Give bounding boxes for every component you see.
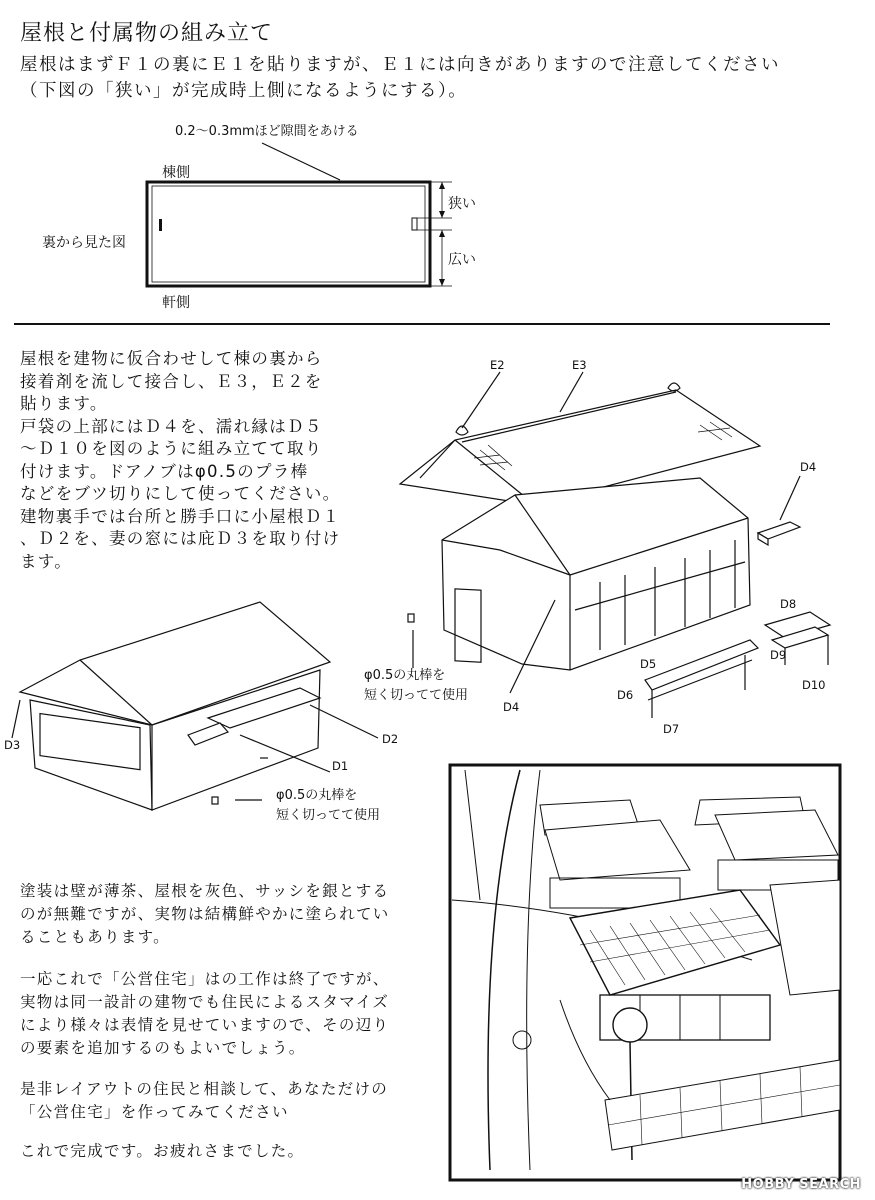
part-label-d10: D10 [802,678,826,692]
instr-line: 接着剤を流して接合し、Ｅ３，Ｅ２を [20,371,323,391]
page-title: 屋根と付属物の組み立て [20,21,274,46]
instr-line: ます。 [20,551,73,571]
watermark: HOBBY SEARCH [741,1177,861,1192]
instr-line: 戸袋の上部にはＤ４を、濡れ縁はＤ５ [20,416,323,436]
finish-note: 一応これで「公営住宅」はの工作は終了ですが、 実物は同一設計の建物でも住民によるスタマイズ により様々は表情を見せていますので、その辺り の要素を追加するのもよいでしょう。 [20,970,390,1057]
view-label: 裏から見た図 [42,235,126,251]
rod-note-1: φ0.5の丸棒を 短く切ってて使用 [364,668,469,703]
part-label-d2: D2 [382,732,399,746]
instr-line: 、Ｄ２を、妻の窓には庇Ｄ３を取り付け [20,529,341,548]
instr-line: 付けます。ドアノブはφ0.5のプラ棒 [20,461,309,481]
intro-line-2: （下図の「狭い」が完成時上側になるようにする）。 [20,81,468,101]
part-label-d4: D4 [800,460,817,474]
instr-line: 貼ります。 [20,394,108,413]
part-label-d3: D3 [4,738,21,752]
narrow-label: 狭い [448,196,476,212]
instr-line: 屋根を建物に仮合わせして棟の裏から [20,349,323,368]
rod-note-2: φ0.5の丸棒を 短く切ってて使用 [276,788,381,823]
gap-note: 0.2～0.3mmほど隙間をあける [175,124,359,139]
part-label-d8: D8 [780,597,797,611]
part-label-e2: E2 [490,358,505,372]
paint-note: 塗装は壁が薄茶、屋根を灰色、サッシを銀とする のが無難ですが、実物は結構鮮やかに塗られてい ることもあります。 [20,882,390,946]
intro-line-1: 屋根はまずＦ１の裏にＥ１を貼りますが、Ｅ１には向きがありますので注意してください [20,55,780,75]
ridge-side-label: 棟側 [162,165,190,181]
instr-line: ～Ｄ１０を図のように組み立てて取り [20,439,323,458]
wide-label: 広い [448,252,476,268]
layout-note: 是非レイアウトの住民と相談して、あなただけの 「公営住宅」を作ってみてください [20,1080,389,1121]
part-label-e3: E3 [572,358,587,372]
instr-line: 建物裏手では台所と勝手口に小屋根Ｄ１ [20,506,341,526]
instr-line: などをブツ切りにして使ってください。 [20,484,341,503]
eave-side-label: 軒側 [162,295,190,311]
part-label-d9: D9 [770,648,787,662]
part-label-d6: D6 [617,688,634,702]
part-label-d4b: D4 [503,700,520,714]
done-note: これで完成です。お疲れさまでした。 [20,1142,305,1160]
part-label-d7: D7 [663,722,680,736]
part-label-d5: D5 [640,657,657,671]
part-label-d1: D1 [332,759,349,773]
